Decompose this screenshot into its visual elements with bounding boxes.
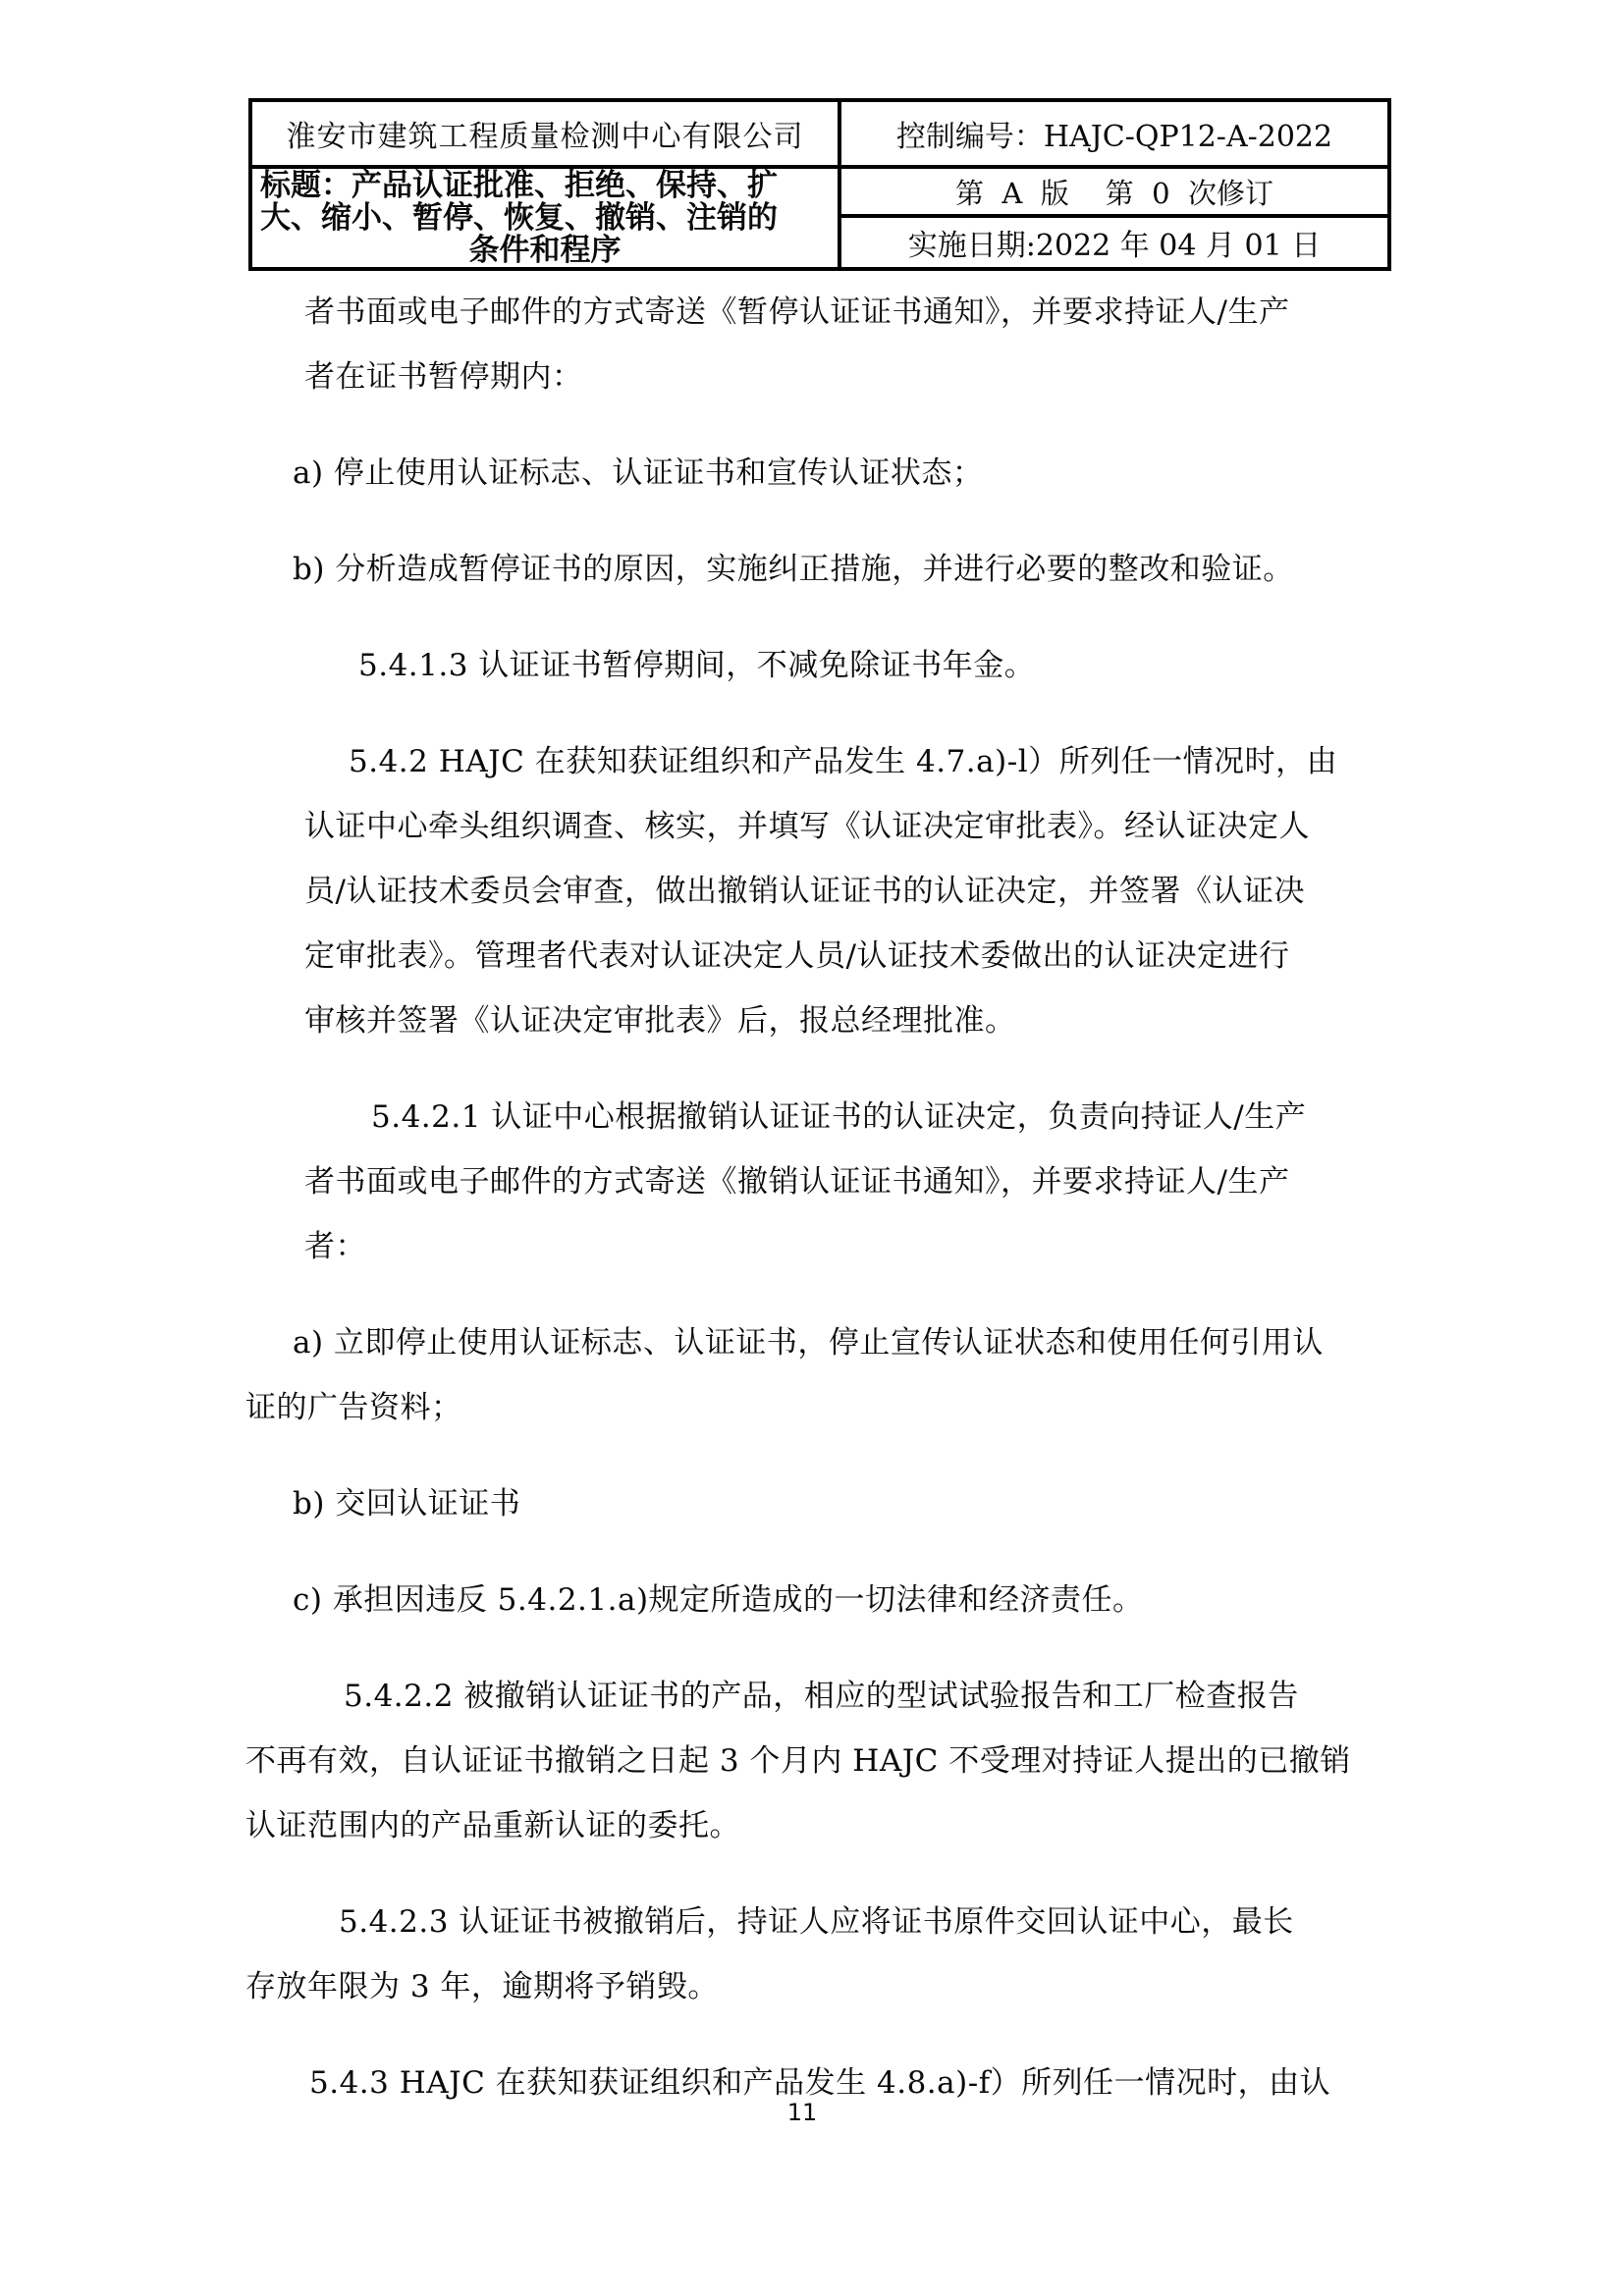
revision-info: 第 A 版 第 0 次修订: [841, 169, 1387, 218]
document-title-cell: [252, 169, 838, 267]
header-right-column: [841, 102, 1387, 267]
body-line: a) 停止使用认证标志、认证证书和宣传认证状态；: [293, 455, 984, 491]
body-line: 5.4.2 HAJC 在获知获证组织和产品发生 4.7.a)-l）所列任一情况时，由: [349, 744, 1338, 779]
body-line: 认证中心牵头组织调查、核实，并填写《认证决定审批表》。经认证决定人: [304, 809, 1310, 844]
body-line: 者书面或电子邮件的方式寄送《暂停认证证书通知》，并要求持证人/生产: [304, 294, 1290, 330]
body-line: c) 承担因违反 5.4.2.1.a)规定所造成的一切法律和经济责任。: [293, 1582, 1144, 1618]
document-title-line-3: 条件和程序: [468, 233, 622, 268]
document-title-line-1: 标题：产品认证批准、拒绝、保持、扩: [260, 168, 778, 203]
header-table: [248, 98, 1391, 271]
body-line: 证的广告资料；: [245, 1390, 462, 1425]
control-number: 控制编号：HAJC-QP12-A-2022: [841, 102, 1387, 169]
body-line: b) 分析造成暂停证书的原因，实施纠正措施，并进行必要的整改和验证。: [293, 552, 1294, 587]
body-line: 者：: [304, 1229, 366, 1264]
body-line: 5.4.1.3 认证证书暂停期间，不减免除证书年金。: [358, 648, 1036, 683]
body-line: 者在证书暂停期内：: [304, 359, 583, 395]
body-line: 审核并签署《认证决定审批表》后，报总经理批准。: [304, 1003, 1016, 1039]
body-line: 者书面或电子邮件的方式寄送《撤销认证证书通知》，并要求持证人/生产: [304, 1164, 1290, 1200]
body-line: 5.4.2.1 认证中心根据撤销认证证书的认证决定，负责向持证人/生产: [371, 1099, 1307, 1135]
document-title-line-2: 大、缩小、暂停、恢复、撤销、注销的: [260, 200, 778, 236]
page-number: 11: [786, 2099, 818, 2126]
body-line: 5.4.2.2 被撤销认证证书的产品，相应的型试试验报告和工厂检查报告: [344, 1679, 1299, 1714]
body-line: 存放年限为 3 年，逾期将予销毁。: [245, 1969, 719, 2004]
body-line: 认证范围内的产品重新认证的委托。: [245, 1808, 740, 1843]
body-line: 不再有效，自认证证书撤销之日起 3 个月内 HAJC 不受理对持证人提出的已撤销: [245, 1743, 1351, 1779]
body-line: 5.4.2.3 认证证书被撤销后，持证人应将证书原件交回认证中心，最长: [339, 1904, 1294, 1940]
body-line: 员/认证技术委员会审查，做出撤销认证证书的认证决定，并签署《认证决: [304, 874, 1305, 909]
body-line: 5.4.3 HAJC 在获知获证组织和产品发生 4.8.a)-f）所列任一情况时，由认: [309, 2065, 1331, 2101]
body-line: a) 立即停止使用认证标志、认证证书，停止宣传认证状态和使用任何引用认: [293, 1325, 1324, 1361]
implementation-date: 实施日期:2022 年 04 月 01 日: [907, 229, 1322, 263]
document-body: [245, 280, 1384, 2115]
company-name: 淮安市建筑工程质量检测中心有限公司: [252, 102, 838, 169]
body-line: b) 交回认证证书: [293, 1486, 521, 1522]
header-left-column: [252, 102, 841, 267]
body-line: 定审批表》。管理者代表对认证决定人员/认证技术委做出的认证决定进行: [304, 938, 1290, 974]
